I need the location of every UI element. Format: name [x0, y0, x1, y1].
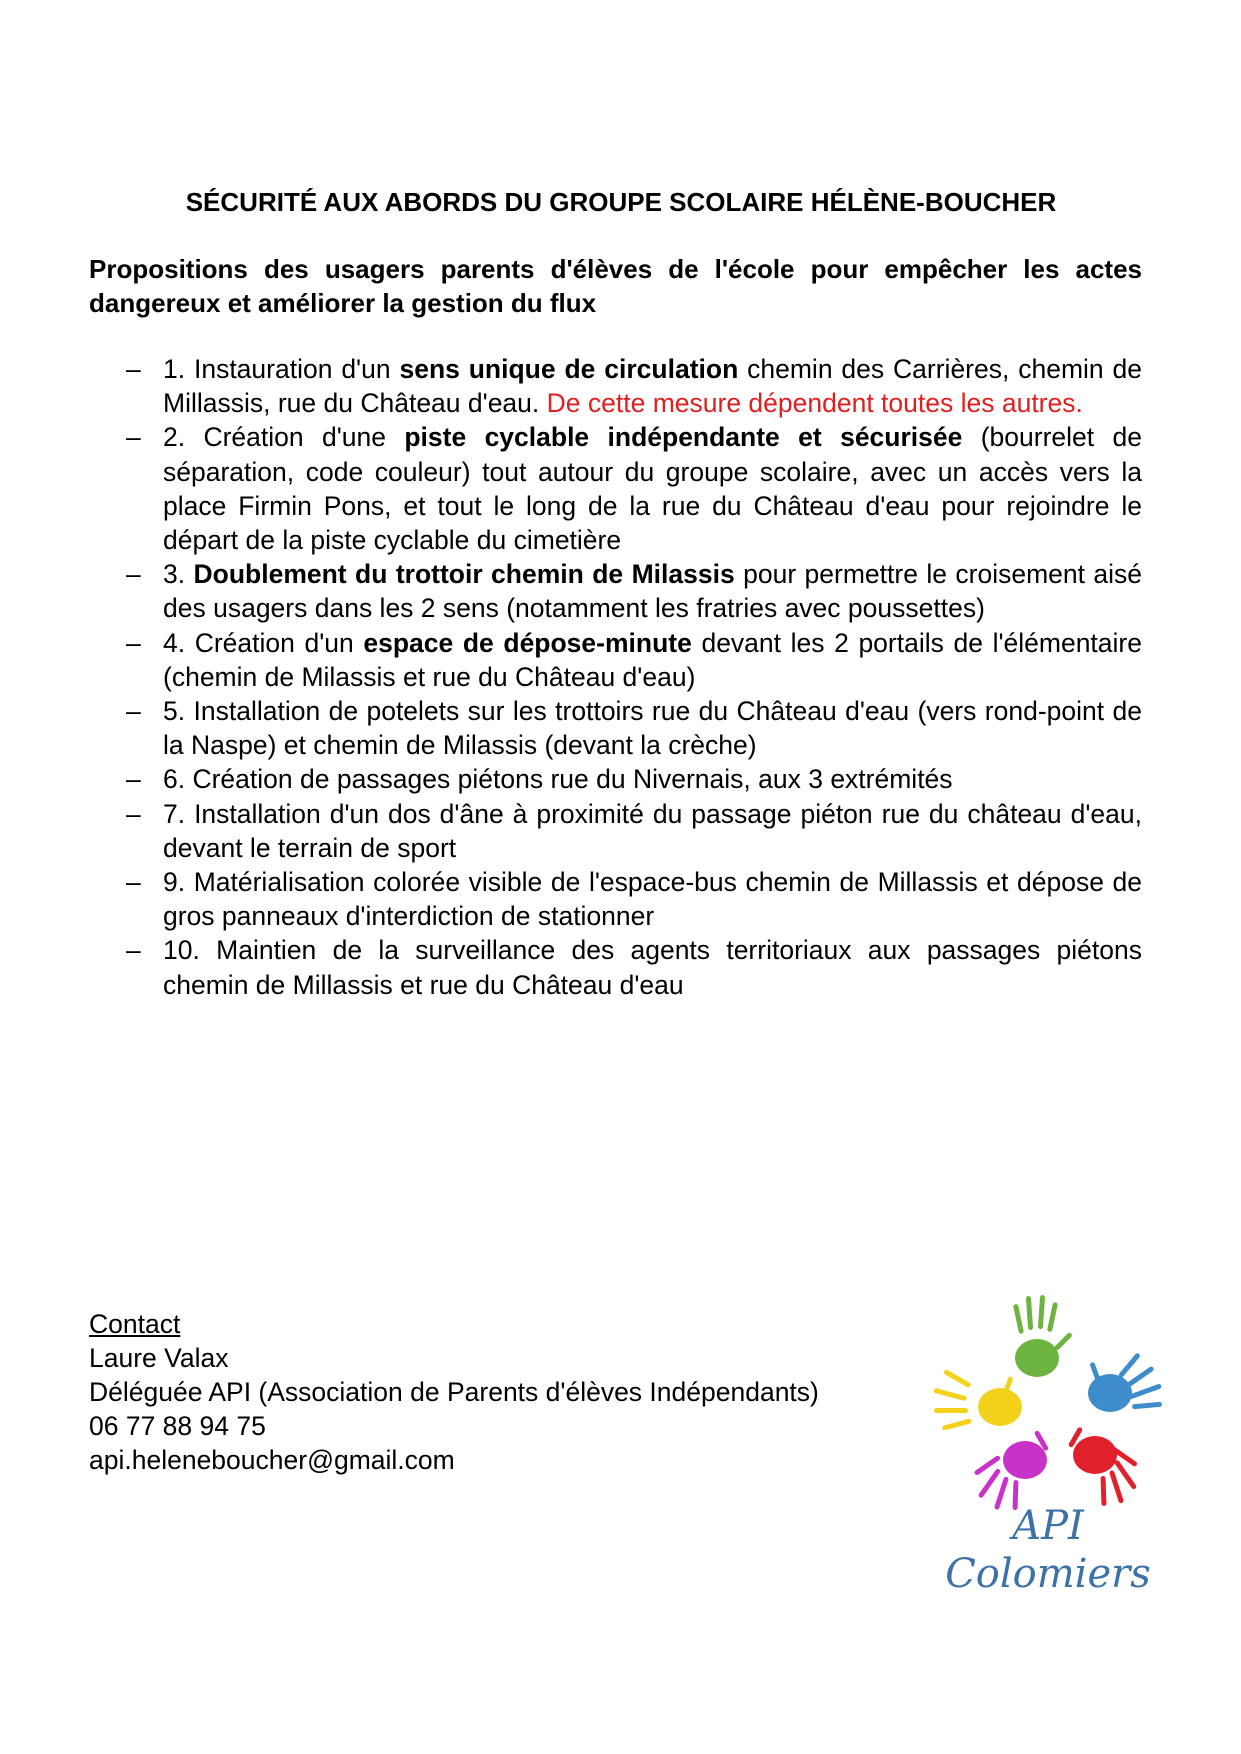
- contact-heading: Contact: [89, 1309, 181, 1339]
- proposal-text: 6. Création de passages piétons rue du Nivernais, aux 3 extrémités: [163, 764, 953, 795]
- proposal-item: [0, 933, 1241, 1001]
- proposal-item: [0, 694, 1241, 762]
- blue-hand-icon: [1088, 1352, 1162, 1412]
- proposal-text: 1. Instauration d'un: [163, 354, 400, 384]
- proposal-text: 10. Maintien de la surveillance des agents territoriaux aux passages piétons chemin de Millassis et rue du Château d'eau: [163, 935, 1142, 1000]
- logo-text: API Colomiers: [945, 1503, 1151, 1597]
- proposal-text: 2. Création d'une: [163, 422, 405, 453]
- list-dash: –: [126, 867, 141, 898]
- contact-email: api.heleneboucher@gmail.com: [89, 1445, 455, 1475]
- contact-role: Déléguée API (Association de Parents d'élèves Indépendants): [89, 1377, 819, 1407]
- proposal-item: [0, 797, 1241, 865]
- proposal-item: [0, 762, 1241, 796]
- proposal-text: 7. Installation d'un dos d'âne à proximité du passage piéton rue du château d'eau, devant le terrain de sport: [163, 798, 1142, 863]
- proposal-bold-text: sens unique de circulation: [399, 354, 739, 384]
- green-hand-icon: [1013, 1295, 1073, 1377]
- list-dash: –: [126, 422, 141, 453]
- contact-name: Laure Valax: [89, 1343, 229, 1373]
- proposal-text: 4. Création d'un: [163, 627, 364, 658]
- proposal-highlight-text: De cette mesure dépendent toutes les autres.: [546, 388, 1083, 419]
- contact-block: [89, 1307, 819, 1477]
- proposal-item: [0, 865, 1241, 933]
- red-hand-icon: [1068, 1426, 1138, 1506]
- subtitle: Propositions des usagers parents d'élèves de l'école pour empêcher les actes dangereux et améliorer la gestion du flux: [89, 254, 1142, 318]
- proposals-list: [0, 352, 1241, 1002]
- list-dash: –: [126, 627, 141, 658]
- proposal-text-continued: pour permettre le croisement aisé des usagers dans les 2 sens (notamment les fratries avec poussettes): [163, 559, 1143, 624]
- yellow-hand-icon: [933, 1369, 1022, 1431]
- proposal-text: 3.: [163, 559, 194, 590]
- proposal-text-continued: chemin des Carrières, chemin de Millassis, rue du Château d'eau.: [163, 354, 1142, 419]
- proposal-item: [0, 557, 1241, 625]
- proposal-bold-text: piste cyclable indépendante et sécurisée: [404, 422, 963, 453]
- proposal-item: [0, 626, 1241, 694]
- list-dash: –: [126, 935, 141, 966]
- list-dash: –: [126, 559, 141, 590]
- proposal-bold-text: Doublement du trottoir chemin de Milassis: [193, 559, 735, 590]
- contact-phone: 06 77 88 94 75: [89, 1411, 266, 1441]
- proposal-text-continued: devant les 2 portails de l'élémentaire (chemin de Milassis et rue du Château d'eau): [163, 627, 1142, 692]
- proposal-text-continued: (bourrelet de séparation, code couleur) tout autour du groupe scolaire, avec un accès vers la place Firmin Pons, et tout le long de la rue du Château d'eau pour rejoindre le départ de la piste cyclable du cimetière: [163, 422, 1142, 556]
- list-dash: –: [126, 764, 141, 795]
- magenta-hand-icon: [974, 1430, 1050, 1510]
- proposal-item: [0, 420, 1241, 557]
- list-dash: –: [126, 798, 141, 829]
- proposal-bold-text: espace de dépose-minute: [363, 627, 692, 658]
- proposal-item: [0, 352, 1241, 420]
- proposal-text: 5. Installation de potelets sur les trottoirs rue du Château d'eau (vers rond-point de la Naspe) et chemin de Milassis (devant la crèche): [163, 696, 1142, 761]
- list-dash: –: [126, 696, 141, 727]
- list-dash: –: [126, 354, 141, 384]
- page-title: SÉCURITÉ AUX ABORDS DU GROUPE SCOLAIRE HÉLÈNE-BOUCHER: [185, 187, 1057, 217]
- proposal-text: 9. Matérialisation colorée visible de l'espace-bus chemin de Millassis et dépose de gros panneaux d'interdiction de stationner: [163, 867, 1142, 932]
